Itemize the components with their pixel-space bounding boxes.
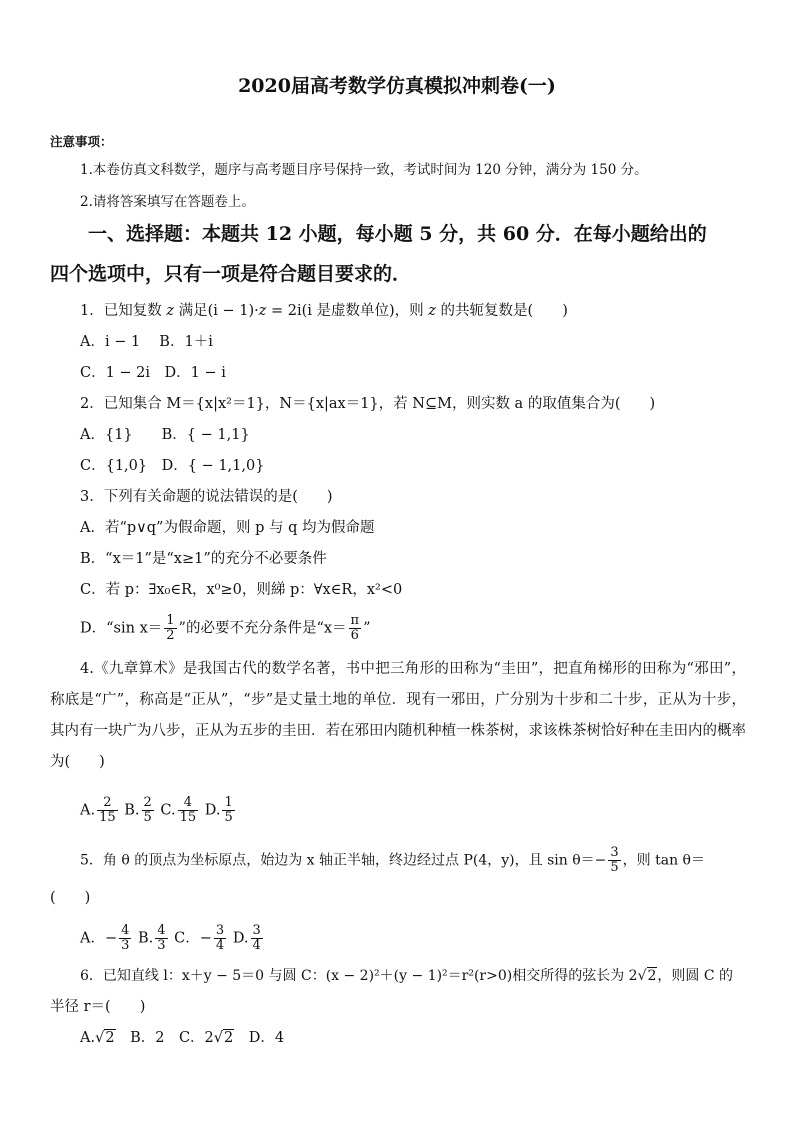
question-2-options-cd: C．{1,0} D．{ − 1,1,0} [80, 458, 265, 474]
question-1-options-ab: A．i − 1 B．1＋i [80, 334, 213, 350]
page-title: 2020届高考数学仿真模拟冲刺卷(一) [238, 75, 556, 97]
question-1-options-cd: C．1 − 2i D．1 − i [80, 365, 226, 381]
question-6-stem-line2: 半径 r＝( ) [50, 999, 146, 1015]
question-6-stem: 6．已知直线 l：x＋y − 5＝0 与圆 C：(x − 2)²＋(y − 1)²＝r²(r>0)相交所得的弦长为 2√2，则圆 C 的 [80, 968, 734, 984]
question-3-option-c: C．若 p：∃x₀∈R，x⁰≥0，则綈 p：∀x∈R，x²<0 [80, 582, 403, 598]
question-3-option-b: B．“x＝1”是“x≥1”的充分不必要条件 [80, 551, 327, 567]
fraction: $\frac{3}{4}$ [215, 923, 225, 953]
question-4-options: A. $\frac{2}{15}$ B. $\frac{2}{5}$ C. $\frac{4}{15}$ D. $\frac{1}{5}$ [80, 795, 233, 825]
question-2-stem: 2．已知集合 M＝{x|x²＝1}，N＝{x|ax＝1}，若 N⊆M，则实数 a 的取值集合为( ) [80, 396, 656, 412]
question-5-options: A．− $\frac{4}{3}$ B. $\frac{4}{3}$ C．− $\frac{3}{4}$ D. $\frac{3}{4}$ [80, 923, 261, 953]
question-1-stem: 1．已知复数 z 满足(i − 1)·z = 2i(i 是虚数单位)，则 z 的共轭复数是( ) [80, 303, 568, 319]
sqrt-symbol: √2 [213, 1030, 234, 1046]
question-3-option-a: A．若“p∨q”为假命题，则 p 与 q 均为假命题 [80, 520, 375, 536]
section-heading-line2: 四个选项中，只有一项是符合题目要求的． [50, 263, 412, 285]
note-item-2: 2.请将答案填写在答题卷上。 [80, 194, 255, 210]
sqrt-symbol: √2 [637, 968, 657, 984]
fraction: $\frac{3}{5}$ [610, 845, 619, 875]
fraction: $\frac{3}{4}$ [252, 923, 261, 953]
section-heading-line1: 一、选择题：本题共 12 小题，每小题 5 分，共 60 分．在每小题给出的 [88, 223, 707, 245]
question-5-stem: 5．角 θ 的顶点为坐标原点，始边为 x 轴正半轴，终边经过点 P(4，y)，且 sin θ＝− $\frac{3}{5}$ ，则 tan θ＝ [80, 845, 705, 875]
question-2-options-ab: A．{1} B．{ − 1,1} [80, 427, 250, 443]
question-3-option-d: D．“sin x＝ $\frac{1}{2}$ ”的必要不充分条件是“x＝ $\frac{\pi}{6}$ ” [80, 613, 371, 643]
fraction: $\frac{1}{5}$ [224, 795, 233, 825]
fraction: $\frac{2}{15}$ [99, 795, 116, 825]
sqrt-symbol: √2 [95, 1030, 115, 1046]
fraction: $\frac{2}{5}$ [143, 795, 152, 825]
fraction: $\frac{4}{15}$ [179, 795, 197, 825]
question-6-options: A.√2 B．2 C．2√2 D．4 [80, 1030, 285, 1046]
question-4-text: 4.《九章算术》是我国古代的数学名著，书中把三角形的田称为“圭田”，把直角梯形的田称为“邪田”，称底是“广”，称高是“正从”，“步”是丈量土地的单位．现有一邪田，广分别为十步和二十步，正从为十步，其内有一块广为八步，正从为五步的圭田．若在邪田内随机种植一株茶树，求该株茶树恰好种在圭田内的概率为( ) [50, 661, 746, 770]
fraction: $\frac{4}{3}$ [157, 923, 166, 953]
fraction: $\frac{1}{2}$ [166, 613, 175, 643]
note-item-1: 1.本卷仿真文科数学，题序与高考题目序号保持一致，考试时间为 120 分钟，满分为 150 分。 [80, 162, 648, 178]
fraction: $\frac{\pi}{6}$ [350, 613, 360, 643]
question-3-stem: 3．下列有关命题的说法错误的是( ) [80, 489, 333, 505]
question-5-blank: ( ) [50, 890, 91, 906]
notes-heading: 注意事项： [50, 134, 113, 149]
fraction: $\frac{4}{3}$ [121, 923, 130, 953]
